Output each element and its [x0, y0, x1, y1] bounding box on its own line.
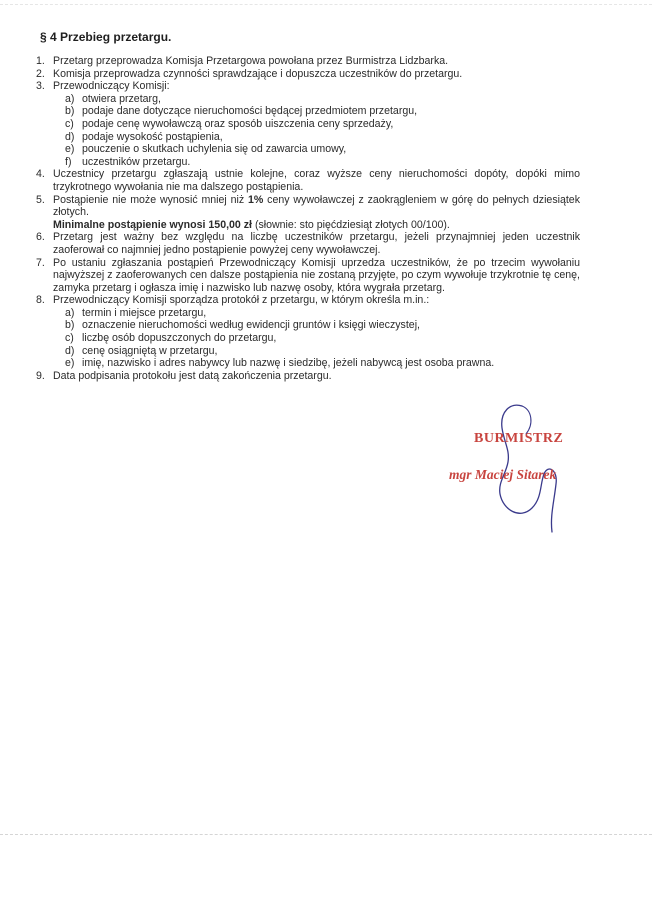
sub-letter: b): [65, 105, 75, 118]
sub-text: pouczenie o skutkach uchylenia się od zawarcia umowy,: [82, 143, 347, 156]
percent-value: 1%: [248, 193, 264, 206]
sub-text: podaje wysokość postąpienia,: [82, 130, 223, 143]
sub-list-item: [65, 357, 580, 370]
sub-letter: c): [65, 117, 74, 130]
item-number: 5.: [36, 193, 45, 206]
item-number: 1.: [36, 55, 45, 67]
sub-list-item: [65, 345, 580, 358]
sub-text: oznaczenie nieruchomości według ewidencji gruntów i księgi wieczystej,: [82, 319, 420, 332]
sub-list: [36, 93, 580, 169]
sub-list-item: [65, 131, 580, 144]
sub-list-item: [65, 105, 580, 118]
item-text: ceny wywoławczej z zaokrągleniem w górę do pełnych dziesiątek złotych.: [53, 193, 580, 219]
item-text: Komisja przeprowadza czynności sprawdzające i dopuszcza uczestników do przetargu.: [53, 67, 463, 80]
list-item: [36, 68, 580, 81]
item-number: 7.: [36, 256, 45, 269]
item-text: Przetarg jest ważny bez względu na liczbę uczestników przetargu, jeżeli przynajmniej jeden uczestnik zaoferował co najmniej jedno postąpienie powyżej ceny wywoławczej.: [53, 231, 580, 256]
sub-letter: b): [65, 319, 75, 332]
item-number: 8.: [36, 294, 45, 307]
sub-text: podaje dane dotyczące nieruchomości będącej przedmiotem przetargu,: [82, 105, 418, 118]
sub-text: liczbę osób dopuszczonych do przetargu,: [82, 332, 277, 345]
sub-list-item: [65, 319, 580, 332]
item-number: 2.: [36, 67, 45, 80]
sub-text: imię, nazwisko i adres nabywcy lub nazwę i siedzibę, jeżeli nabywcą jest osoba prawna.: [82, 357, 495, 370]
sub-list-item: [65, 143, 580, 156]
sub-list-item: [65, 156, 580, 169]
list-item: [36, 257, 580, 295]
sub-list-item: [65, 93, 580, 106]
sub-letter: c): [65, 332, 74, 345]
item-text: Przewodniczący Komisji sporządza protokół z przetargu, w którym określa m.in.:: [53, 294, 430, 307]
stamp-name: mgr Maciej Sitarek: [449, 467, 557, 482]
sub-letter: d): [65, 344, 75, 357]
list-item: [36, 370, 580, 383]
list-item: [36, 168, 580, 193]
item-text: Przewodniczący Komisji:: [53, 80, 170, 93]
sub-list-item: [65, 307, 580, 320]
item-number: 9.: [36, 369, 45, 382]
minimum-bid-words: (słownie: sto pięćdziesiąt złotych 00/100).: [252, 218, 450, 231]
item-text: Uczestnicy przetargu zgłaszają ustnie kolejne, coraz wyższe ceny nieruchomości dopóty, dopóki mimo trzykrotnego wywołania nie ma dalszego postąpienia.: [53, 168, 580, 193]
minimum-bid-label: Minimalne postąpienie wynosi 150,00 zł: [53, 218, 252, 231]
item-text: Data podpisania protokołu jest datą zakończenia przetargu.: [53, 369, 332, 382]
sub-letter: f): [65, 155, 72, 168]
sub-letter: d): [65, 130, 75, 143]
sub-letter: a): [65, 306, 75, 319]
sub-list: [36, 307, 580, 370]
stamp-title: BURMISTRZ: [474, 431, 564, 446]
list-item: [36, 231, 580, 256]
list-item: [36, 194, 580, 232]
list-item: [36, 80, 580, 93]
sub-text: uczestników przetargu.: [82, 155, 191, 168]
document-body: [36, 55, 580, 382]
item-number: 4.: [36, 168, 45, 181]
item-text: Po ustaniu zgłaszania postąpień Przewodniczący Komisji uprzedza uczestników, że po trzecim wywołaniu najwyższej z zaoferowanych cen dalsze postąpienia nie zostaną przyjęte, po czym wywołuje trzykrotnie tę cenę, zamyka przetarg i ogłasza imię i nazwisko lub nazwę osoby, która wygrała przetarg.: [53, 256, 580, 294]
list-item: [36, 294, 580, 307]
item-number: 6.: [36, 231, 45, 244]
sub-text: otwiera przetarg,: [82, 92, 161, 105]
sub-text: termin i miejsce przetargu,: [82, 306, 207, 319]
sub-letter: e): [65, 357, 75, 370]
top-divider: [0, 4, 652, 5]
item-number: 3.: [36, 80, 45, 93]
sub-letter: e): [65, 143, 75, 156]
item-text: Przetarg przeprowadza Komisja Przetargowa powołana przez Burmistrza Lidzbarka.: [53, 55, 449, 67]
sub-letter: a): [65, 92, 75, 105]
sub-list-item: [65, 332, 580, 345]
bottom-divider: [0, 834, 652, 835]
item-text: Postąpienie nie może wynosić mniej niż: [53, 193, 249, 206]
sub-list-item: [65, 118, 580, 131]
sub-text: podaje cenę wywoławczą oraz sposób uiszczenia ceny sprzedaży,: [82, 117, 394, 130]
sub-text: cenę osiągniętą w przetargu,: [82, 344, 218, 357]
section-title: § 4 Przebieg przetargu.: [40, 30, 172, 44]
list-item: [36, 55, 580, 68]
